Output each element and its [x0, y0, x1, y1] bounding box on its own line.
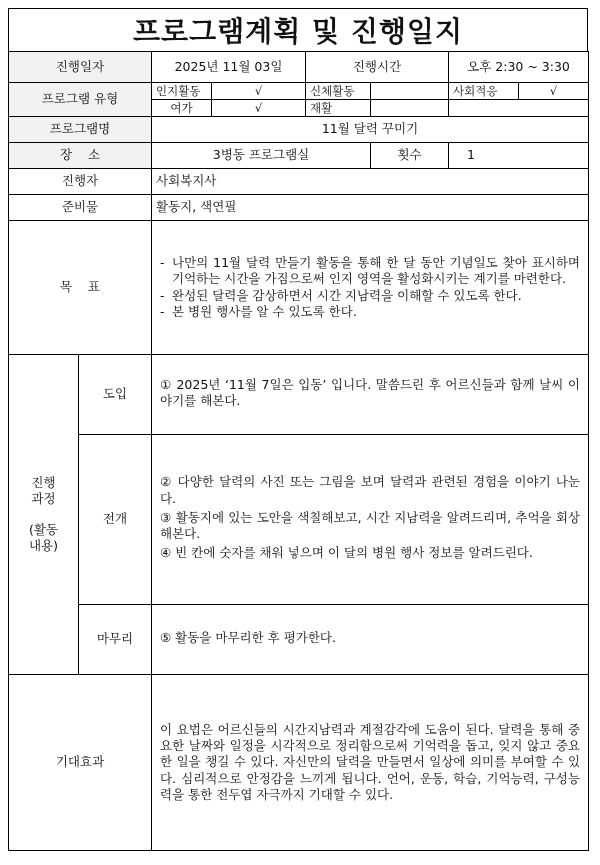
develop-content	[152, 435, 589, 605]
row-host	[9, 169, 589, 195]
program-type-label: 프로그램 유형	[9, 83, 152, 117]
row-effect	[9, 675, 589, 851]
type-rehab: 재활	[306, 100, 371, 117]
type-physical: 신체활동	[306, 83, 371, 100]
goal-item: - 나만의 11월 달력 만들기 활동을 통해 한 달 동안 기념일도 찾아 표시하며 기억하는 시간을 가짐으로써 인지 영역을 활성화시키는 계기를 마련한다.	[160, 255, 580, 288]
closing-label: 마무리	[79, 605, 152, 675]
type-empty-2	[519, 100, 589, 117]
type-leisure: 여가	[152, 100, 212, 117]
type-social: 사회적응	[449, 83, 519, 100]
closing-content	[152, 605, 589, 675]
intro-line: ① 2025년 ‘11월 7일은 입동’ 입니다. 말씀드린 후 어르신들과 함께 날씨 이야기를 해본다.	[160, 376, 581, 408]
develop-line: ④ 빈 칸에 숫자를 채워 넣으며 이 달의 병원 행사 정보를 알려드린다.	[160, 545, 533, 561]
process-label-line: 내용)	[28, 537, 59, 553]
row-materials	[9, 195, 589, 221]
type-cognitive-check: √	[212, 83, 306, 100]
develop-label: 전개	[79, 435, 152, 605]
materials-label: 준비물	[9, 195, 152, 221]
row-program-name	[9, 117, 589, 143]
program-name-label: 프로그램명	[9, 117, 152, 143]
effect-label: 기대효과	[9, 675, 152, 851]
goal-list	[160, 255, 580, 320]
row-place	[9, 143, 589, 169]
page-title: 프로그램계획 및 진행일지	[8, 8, 588, 51]
count-label: 횟수	[371, 143, 449, 169]
date-value: 2025년 11월 03일	[152, 52, 306, 83]
time-value: 오후 2:30 ~ 3:30	[449, 52, 589, 83]
effect-content: 이 요법은 어르신들의 시간지남력과 계절감각에 도움이 된다. 달력을 통해 중요한 날짜와 일정을 시각적으로 정리함으로써 기억력을 돕고, 잊지 않고 중요한 일을 챙길 수 있다. 자신만의 달력을 만들면서 일상에 의미를 부여할 수 있다. 심리적으로 안정감을 느끼게 됩니다. 언어, 운동, 학습, 기억능력, 구성능력을 통한 전두엽 자극까지 기대할 수 있다.	[152, 675, 589, 851]
type-empty	[449, 100, 519, 117]
goal-item: - 완성된 달력을 감상하면서 시간 지남력을 이해할 수 있도록 한다.	[160, 288, 580, 304]
row-process-develop	[9, 435, 589, 605]
row-goal	[9, 221, 589, 355]
process-label-line: (활동	[28, 521, 59, 537]
process-label	[9, 355, 79, 675]
goal-label: 목 표	[9, 221, 152, 355]
goal-content	[152, 221, 589, 355]
row-type-1	[9, 83, 589, 100]
closing-line: ⑤ 활동을 마무리한 후 평가한다.	[160, 629, 336, 645]
place-value: 3병동 프로그램실	[152, 143, 371, 169]
program-name-value: 11월 달력 꾸미기	[152, 117, 589, 143]
type-cognitive: 인지활동	[152, 83, 212, 100]
intro-content	[152, 355, 589, 435]
develop-line: ② 다양한 달력의 사진 또는 그림을 보며 달력과 관련된 경험을 이야기 나눈다.	[160, 474, 581, 506]
materials-value: 활동지, 색연필	[152, 195, 589, 221]
process-label-line: 진행	[31, 475, 56, 490]
program-log-table	[8, 51, 589, 851]
goal-item: - 본 병원 행사를 알 수 있도록 한다.	[160, 304, 580, 320]
time-label: 진행시간	[306, 52, 449, 83]
row-process-closing	[9, 605, 589, 675]
count-value: 1	[449, 143, 589, 169]
develop-line: ③ 활동지에 있는 도안을 색칠해보고, 시간 지남력을 알려드리며, 추억을 회상해본다.	[160, 509, 581, 542]
type-social-check: √	[519, 83, 589, 100]
type-physical-check	[371, 83, 449, 100]
process-label-line: 과정	[31, 491, 56, 507]
row-date	[9, 52, 589, 83]
type-leisure-check: √	[212, 100, 306, 117]
intro-label: 도입	[79, 355, 152, 435]
host-label: 진행자	[9, 169, 152, 195]
row-process-intro	[9, 355, 589, 435]
host-value: 사회복지사	[152, 169, 589, 195]
place-label: 장 소	[9, 143, 152, 169]
date-label: 진행일자	[9, 52, 152, 83]
type-rehab-check	[371, 100, 449, 117]
